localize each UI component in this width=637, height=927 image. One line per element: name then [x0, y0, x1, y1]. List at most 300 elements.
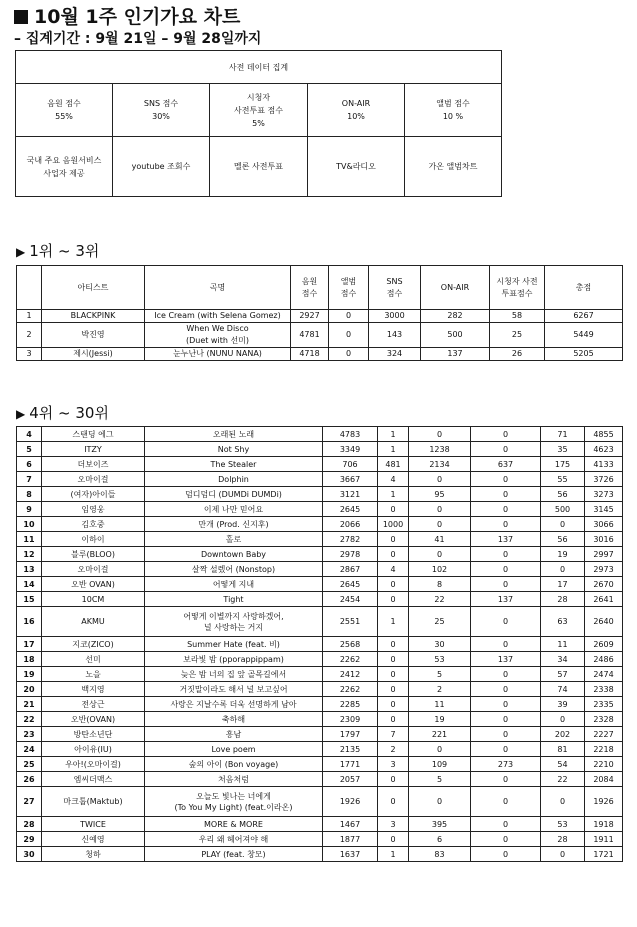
table-row — [17, 742, 623, 757]
rank-cell: 1 — [17, 310, 42, 323]
digital-score-cell: 4783 — [323, 427, 378, 442]
viewer-vote-cell: 0 — [541, 787, 585, 817]
song-cell: Ice Cream (with Selena Gomez) — [145, 310, 291, 323]
viewer-vote-cell: 26 — [490, 348, 545, 361]
total-score-cell: 2609 — [585, 637, 623, 652]
album-score-cell: 0 — [378, 502, 409, 517]
album-score-cell: 4 — [378, 472, 409, 487]
artist-cell: (여자)아이들 — [42, 487, 145, 502]
sns-score-cell: 143 — [369, 323, 421, 348]
rank-cell: 2 — [17, 323, 42, 348]
table-row — [17, 607, 623, 637]
song-cell: 이제 나만 믿어요 — [145, 502, 323, 517]
total-score-cell: 2328 — [585, 712, 623, 727]
viewer-vote-cell: 19 — [541, 547, 585, 562]
album-score-cell: 0 — [329, 310, 369, 323]
album-score-cell: 481 — [378, 457, 409, 472]
artist-header: 아티스트 — [42, 266, 145, 310]
viewer-vote-cell: 56 — [541, 532, 585, 547]
on-air-cell: 0 — [471, 817, 541, 832]
sns-score-cell: 0 — [409, 472, 471, 487]
digital-score-cell: 2262 — [323, 682, 378, 697]
sns-score-cell: 0 — [409, 742, 471, 757]
on-air-cell: 0 — [471, 787, 541, 817]
total-score-cell: 2338 — [585, 682, 623, 697]
table-row — [17, 562, 623, 577]
album-score-cell: 0 — [378, 592, 409, 607]
total-score-cell: 2997 — [585, 547, 623, 562]
digital-score-cell: 1467 — [323, 817, 378, 832]
album-score-cell: 1 — [378, 442, 409, 457]
total-score-cell: 2084 — [585, 772, 623, 787]
album-score-cell: 0 — [378, 787, 409, 817]
song-cell: When We Disco (Duet with 선미) — [145, 323, 291, 348]
artist-cell: 더보이즈 — [42, 457, 145, 472]
viewer-vote-cell: 25 — [490, 323, 545, 348]
artist-cell: 지코(ZICO) — [42, 637, 145, 652]
rank-cell: 27 — [17, 787, 42, 817]
album-score-cell: 0 — [329, 348, 369, 361]
viewer-vote-cell: 54 — [541, 757, 585, 772]
total-score-cell: 2641 — [585, 592, 623, 607]
on-air-cell: 0 — [471, 502, 541, 517]
viewer-vote-cell: 71 — [541, 427, 585, 442]
rank-cell: 19 — [17, 667, 42, 682]
artist-cell: 10CM — [42, 592, 145, 607]
artist-cell: 신예영 — [42, 832, 145, 847]
digital-score-cell: 2057 — [323, 772, 378, 787]
sns-score-cell: 22 — [409, 592, 471, 607]
table-row — [17, 472, 623, 487]
total-score-cell: 1918 — [585, 817, 623, 832]
song-cell: MORE & MORE — [145, 817, 323, 832]
artist-cell: 전상근 — [42, 697, 145, 712]
rank-cell: 25 — [17, 757, 42, 772]
artist-cell: 방탄소년단 — [42, 727, 145, 742]
on-air-cell: 0 — [471, 742, 541, 757]
song-cell: 사랑은 지날수록 더욱 선명하게 남아 — [145, 697, 323, 712]
triangle-bullet-icon: ▶ — [16, 245, 26, 259]
album-score-cell: 0 — [378, 712, 409, 727]
table-row — [17, 547, 623, 562]
table-row — [17, 772, 623, 787]
sns-score-cell: 95 — [409, 487, 471, 502]
viewer-vote-cell: 28 — [541, 592, 585, 607]
album-score-cell: 0 — [378, 667, 409, 682]
on-air-cell: 0 — [471, 847, 541, 862]
rank-cell: 24 — [17, 742, 42, 757]
rank-cell: 29 — [17, 832, 42, 847]
viewer-vote-cell: 39 — [541, 697, 585, 712]
table-row — [17, 652, 623, 667]
rank-cell: 4 — [17, 427, 42, 442]
album-score-cell: 2 — [378, 742, 409, 757]
viewer-vote-cell: 74 — [541, 682, 585, 697]
rank-cell: 8 — [17, 487, 42, 502]
total-score-cell: 2640 — [585, 607, 623, 637]
on-air-cell: 0 — [471, 682, 541, 697]
digital-score-cell: 1926 — [323, 787, 378, 817]
on-air-cell: 137 — [471, 652, 541, 667]
score-category-cell: 앨범 점수 10 % — [405, 84, 502, 137]
song-cell: 눈누난나 (NUNU NANA) — [145, 348, 291, 361]
album-score-cell: 1 — [378, 427, 409, 442]
score-category-cell: 시청자 사전투표 점수 5% — [210, 84, 308, 137]
on-air-cell: 0 — [471, 727, 541, 742]
score-source-cell: youtube 조회수 — [113, 137, 210, 197]
digital-score-cell: 3121 — [323, 487, 378, 502]
on-air-cell: 137 — [471, 592, 541, 607]
song-cell: 오래된 노래 — [145, 427, 323, 442]
period-text: – 집계기간 : 9월 21일 – 9월 28일까지 — [14, 31, 262, 47]
song-cell: 흥남 — [145, 727, 323, 742]
table-row — [17, 637, 623, 652]
rank-cell: 11 — [17, 532, 42, 547]
artist-cell: 백지영 — [42, 682, 145, 697]
table-row — [17, 757, 623, 772]
sns-score-cell: 0 — [409, 547, 471, 562]
sns-score-cell: 0 — [409, 787, 471, 817]
score-source-cell: 국내 주요 음원서비스 사업자 제공 — [16, 137, 113, 197]
artist-cell: 아이유(IU) — [42, 742, 145, 757]
digital-score-cell: 1877 — [323, 832, 378, 847]
digital-score-cell: 4781 — [291, 323, 329, 348]
artist-cell: 노을 — [42, 667, 145, 682]
on-air-cell: 0 — [471, 547, 541, 562]
album-score-cell: 0 — [378, 682, 409, 697]
viewer-vote-cell: 0 — [541, 847, 585, 862]
digital-score-cell: 2645 — [323, 577, 378, 592]
viewer-vote-cell: 202 — [541, 727, 585, 742]
sns-score-cell: 2134 — [409, 457, 471, 472]
rank-cell: 26 — [17, 772, 42, 787]
square-bullet-icon — [14, 10, 28, 24]
section-title-text: 4위 ~ 30위 — [29, 404, 109, 422]
sns-score-cell: 221 — [409, 727, 471, 742]
rank-cell: 6 — [17, 457, 42, 472]
total-score-cell: 3726 — [585, 472, 623, 487]
total-score-cell: 2218 — [585, 742, 623, 757]
viewer-vote-cell: 35 — [541, 442, 585, 457]
on-air-cell: 0 — [471, 577, 541, 592]
viewer-vote-cell: 500 — [541, 502, 585, 517]
on-air-cell: 637 — [471, 457, 541, 472]
album-score-cell: 0 — [329, 323, 369, 348]
song-cell: 덤디덤디 (DUMDi DUMDi) — [145, 487, 323, 502]
rank-cell: 30 — [17, 847, 42, 862]
song-cell: 어떻게 이별까지 사랑하겠어, 널 사랑하는 거지 — [145, 607, 323, 637]
total-score-cell: 2670 — [585, 577, 623, 592]
rank-cell: 18 — [17, 652, 42, 667]
total-score-cell: 5205 — [545, 348, 623, 361]
digital-score-header: 음원 점수 — [291, 266, 329, 310]
total-score-cell: 2486 — [585, 652, 623, 667]
viewer-vote-cell: 17 — [541, 577, 585, 592]
sns-score-cell: 102 — [409, 562, 471, 577]
rank-cell: 7 — [17, 472, 42, 487]
rank-cell: 21 — [17, 697, 42, 712]
sns-score-cell: 25 — [409, 607, 471, 637]
table-row — [17, 517, 623, 532]
on-air-cell: 0 — [471, 427, 541, 442]
album-score-cell: 1 — [378, 847, 409, 862]
total-score-header: 총점 — [545, 266, 623, 310]
viewer-vote-cell: 56 — [541, 487, 585, 502]
viewer-vote-cell: 81 — [541, 742, 585, 757]
on-air-cell: 137 — [471, 532, 541, 547]
song-cell: 만개 (Prod. 신지후) — [145, 517, 323, 532]
digital-score-cell: 2978 — [323, 547, 378, 562]
total-score-cell: 2335 — [585, 697, 623, 712]
total-score-cell: 2227 — [585, 727, 623, 742]
artist-cell: ITZY — [42, 442, 145, 457]
album-score-cell: 1 — [378, 487, 409, 502]
total-score-cell: 2210 — [585, 757, 623, 772]
song-cell: 축하해 — [145, 712, 323, 727]
table-row — [17, 832, 623, 847]
on-air-cell: 0 — [471, 517, 541, 532]
viewer-vote-cell: 58 — [490, 310, 545, 323]
section-title-top3 — [16, 240, 99, 261]
table-row — [17, 323, 623, 348]
total-score-cell: 4133 — [585, 457, 623, 472]
digital-score-cell: 1797 — [323, 727, 378, 742]
reference-table — [15, 50, 502, 197]
song-cell: 늦은 밤 너의 집 앞 골목길에서 — [145, 667, 323, 682]
album-score-cell: 0 — [378, 652, 409, 667]
viewer-vote-cell: 28 — [541, 832, 585, 847]
album-score-cell: 0 — [378, 532, 409, 547]
rank-cell: 17 — [17, 637, 42, 652]
sns-score-cell: 0 — [409, 517, 471, 532]
sns-score-cell: 19 — [409, 712, 471, 727]
rank-cell: 14 — [17, 577, 42, 592]
score-category-cell: 음원 점수 55% — [16, 84, 113, 137]
rank-cell: 16 — [17, 607, 42, 637]
viewer-vote-cell: 63 — [541, 607, 585, 637]
on-air-cell: 137 — [421, 348, 490, 361]
song-cell: 어떻게 지내 — [145, 577, 323, 592]
digital-score-cell: 2454 — [323, 592, 378, 607]
table-row — [17, 697, 623, 712]
total-score-cell: 2474 — [585, 667, 623, 682]
digital-score-cell: 2135 — [323, 742, 378, 757]
sns-score-cell: 0 — [409, 427, 471, 442]
song-cell: PLAY (feat. 창모) — [145, 847, 323, 862]
viewer-vote-cell: 34 — [541, 652, 585, 667]
section-title-text: 1위 ~ 3위 — [29, 242, 100, 260]
on-air-cell: 0 — [471, 832, 541, 847]
viewer-vote-cell: 55 — [541, 472, 585, 487]
artist-cell: 임영웅 — [42, 502, 145, 517]
digital-score-cell: 2066 — [323, 517, 378, 532]
artist-cell: 마크툽(Maktub) — [42, 787, 145, 817]
total-score-cell: 5449 — [545, 323, 623, 348]
table-row — [17, 592, 623, 607]
on-air-cell: 0 — [471, 712, 541, 727]
sns-score-cell: 83 — [409, 847, 471, 862]
digital-score-cell: 2867 — [323, 562, 378, 577]
artist-cell: 박진영 — [42, 323, 145, 348]
on-air-header: ON-AIR — [421, 266, 490, 310]
digital-score-cell: 2262 — [323, 652, 378, 667]
total-score-cell: 4623 — [585, 442, 623, 457]
total-score-cell: 1926 — [585, 787, 623, 817]
album-score-cell: 0 — [378, 772, 409, 787]
on-air-cell: 0 — [471, 442, 541, 457]
song-cell: Tight — [145, 592, 323, 607]
total-score-cell: 3066 — [585, 517, 623, 532]
on-air-cell: 0 — [471, 607, 541, 637]
score-source-cell: 가온 앨범차트 — [405, 137, 502, 197]
sns-score-cell: 41 — [409, 532, 471, 547]
song-cell: 홀로 — [145, 532, 323, 547]
rank-cell: 23 — [17, 727, 42, 742]
digital-score-cell: 2568 — [323, 637, 378, 652]
sns-score-header: SNS 점수 — [369, 266, 421, 310]
sns-score-cell: 2 — [409, 682, 471, 697]
digital-score-cell: 706 — [323, 457, 378, 472]
digital-score-cell: 1771 — [323, 757, 378, 772]
table-row — [17, 442, 623, 457]
table-row — [17, 727, 623, 742]
on-air-cell: 273 — [471, 757, 541, 772]
total-score-cell: 3273 — [585, 487, 623, 502]
reference-table-header: 사전 데이터 집계 — [16, 51, 502, 84]
viewer-vote-header: 시청자 사전 투표점수 — [490, 266, 545, 310]
song-cell: Not Shy — [145, 442, 323, 457]
top3-table — [16, 265, 623, 361]
table-row — [17, 712, 623, 727]
title-text: 10월 1주 인기가요 차트 — [34, 6, 241, 28]
digital-score-cell: 2412 — [323, 667, 378, 682]
digital-score-cell: 2645 — [323, 502, 378, 517]
rank-cell: 22 — [17, 712, 42, 727]
song-cell: 오늘도 빛나는 너에게 (To You My Light) (feat.이라온) — [145, 787, 323, 817]
viewer-vote-cell: 175 — [541, 457, 585, 472]
rank-cell: 13 — [17, 562, 42, 577]
artist-cell: 오반 OVAN) — [42, 577, 145, 592]
on-air-cell: 0 — [471, 487, 541, 502]
digital-score-cell: 3667 — [323, 472, 378, 487]
sns-score-cell: 3000 — [369, 310, 421, 323]
score-source-cell: TV&라디오 — [308, 137, 405, 197]
song-cell: 숲의 아이 (Bon voyage) — [145, 757, 323, 772]
sns-score-cell: 8 — [409, 577, 471, 592]
rank-cell: 5 — [17, 442, 42, 457]
artist-cell: 스탠딩 에그 — [42, 427, 145, 442]
artist-cell: TWICE — [42, 817, 145, 832]
total-score-cell: 1721 — [585, 847, 623, 862]
rank-cell: 20 — [17, 682, 42, 697]
artist-cell: BLACKPINK — [42, 310, 145, 323]
viewer-vote-cell: 22 — [541, 772, 585, 787]
rank-cell: 10 — [17, 517, 42, 532]
song-cell: Downtown Baby — [145, 547, 323, 562]
score-source-cell: 멜론 사전투표 — [210, 137, 308, 197]
viewer-vote-cell: 57 — [541, 667, 585, 682]
digital-score-cell: 2782 — [323, 532, 378, 547]
song-cell: The Stealer — [145, 457, 323, 472]
rankings-table — [16, 426, 623, 862]
song-cell: Dolphin — [145, 472, 323, 487]
digital-score-cell: 2309 — [323, 712, 378, 727]
song-cell: 보라빛 밤 (pporappippam) — [145, 652, 323, 667]
viewer-vote-cell: 0 — [541, 712, 585, 727]
rank-cell: 15 — [17, 592, 42, 607]
song-cell: 처음처럼 — [145, 772, 323, 787]
page-title — [14, 2, 240, 29]
on-air-cell: 500 — [421, 323, 490, 348]
sns-score-cell: 5 — [409, 667, 471, 682]
album-score-cell: 0 — [378, 832, 409, 847]
sns-score-cell: 5 — [409, 772, 471, 787]
song-cell: 살짝 설렜어 (Nonstop) — [145, 562, 323, 577]
artist-cell: 선미 — [42, 652, 145, 667]
artist-cell: 오마이걸 — [42, 562, 145, 577]
album-score-cell: 0 — [378, 577, 409, 592]
digital-score-cell: 1637 — [323, 847, 378, 862]
sns-score-cell: 53 — [409, 652, 471, 667]
rank-cell: 12 — [17, 547, 42, 562]
sns-score-cell: 1238 — [409, 442, 471, 457]
on-air-cell: 0 — [471, 472, 541, 487]
total-score-cell: 6267 — [545, 310, 623, 323]
table-row — [17, 532, 623, 547]
digital-score-cell: 2551 — [323, 607, 378, 637]
song-cell: Summer Hate (feat. 비) — [145, 637, 323, 652]
total-score-cell: 3016 — [585, 532, 623, 547]
viewer-vote-cell: 53 — [541, 817, 585, 832]
table-row — [17, 348, 623, 361]
table-row — [17, 502, 623, 517]
sns-score-cell: 395 — [409, 817, 471, 832]
triangle-bullet-icon: ▶ — [16, 407, 26, 421]
on-air-cell: 282 — [421, 310, 490, 323]
total-score-cell: 3145 — [585, 502, 623, 517]
album-score-cell: 1 — [378, 607, 409, 637]
album-score-cell: 4 — [378, 562, 409, 577]
sns-score-cell: 11 — [409, 697, 471, 712]
viewer-vote-cell: 0 — [541, 562, 585, 577]
section-title-rankings — [16, 402, 109, 423]
sns-score-cell: 30 — [409, 637, 471, 652]
table-row — [17, 457, 623, 472]
table-row — [17, 427, 623, 442]
viewer-vote-cell: 11 — [541, 637, 585, 652]
artist-cell: 엠씨더맥스 — [42, 772, 145, 787]
viewer-vote-cell: 0 — [541, 517, 585, 532]
artist-cell: 블루(BLOO) — [42, 547, 145, 562]
score-category-cell: SNS 점수 30% — [113, 84, 210, 137]
sns-score-cell: 0 — [409, 502, 471, 517]
album-score-header: 앨범 점수 — [329, 266, 369, 310]
digital-score-cell: 4718 — [291, 348, 329, 361]
rank-cell: 28 — [17, 817, 42, 832]
digital-score-cell: 3349 — [323, 442, 378, 457]
artist-cell: 오반(OVAN) — [42, 712, 145, 727]
table-row — [17, 787, 623, 817]
album-score-cell: 0 — [378, 697, 409, 712]
album-score-cell: 3 — [378, 817, 409, 832]
album-score-cell: 7 — [378, 727, 409, 742]
artist-cell: 오마이걸 — [42, 472, 145, 487]
digital-score-cell: 2927 — [291, 310, 329, 323]
score-category-cell: ON-AIR 10% — [308, 84, 405, 137]
table-row — [17, 682, 623, 697]
artist-cell: 우아!(오마이걸) — [42, 757, 145, 772]
table-row — [17, 817, 623, 832]
